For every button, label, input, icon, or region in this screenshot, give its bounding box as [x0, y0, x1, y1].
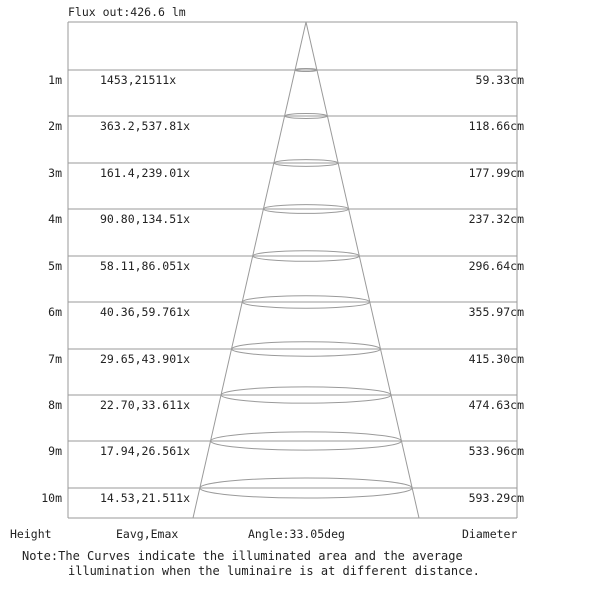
row-diameter-label: 59.33cm: [475, 73, 524, 87]
row-height-label: 9m: [48, 444, 62, 458]
cone-left-edge: [193, 22, 306, 518]
row-illuminance-label: 1453,21511x: [100, 73, 177, 87]
row-illuminance-label: 161.4,239.01x: [100, 166, 191, 180]
row-illuminance-label: 90.80,134.51x: [100, 212, 191, 226]
row-illuminance-label: 17.94,26.561x: [100, 444, 191, 458]
row-height-label: 8m: [48, 398, 62, 412]
row-illuminance-label: 29.65,43.901x: [100, 352, 191, 366]
column-label-eavg-emax: Eavg,Emax: [116, 527, 179, 541]
column-label-diameter: Diameter: [462, 527, 518, 541]
row-height-label: 2m: [48, 119, 62, 133]
row-diameter-label: 237.32cm: [468, 212, 524, 226]
row-height-label: 4m: [48, 212, 62, 226]
row-height-label: 7m: [48, 352, 62, 366]
row-illuminance-label: 363.2,537.81x: [100, 119, 191, 133]
row-height-label: 10m: [41, 491, 62, 505]
row-height-label: 3m: [48, 166, 62, 180]
row-diameter-label: 355.97cm: [468, 305, 524, 319]
row-illuminance-label: 40.36,59.761x: [100, 305, 191, 319]
row-diameter-label: 533.96cm: [468, 444, 524, 458]
flux-output-label: Flux out:426.6 lm: [68, 5, 186, 19]
row-illuminance-label: 22.70,33.611x: [100, 398, 191, 412]
row-height-label: 1m: [48, 73, 62, 87]
row-illuminance-label: 58.11,86.051x: [100, 259, 191, 273]
column-label-beam-angle: Angle:33.05deg: [248, 527, 345, 541]
row-illuminance-label: 14.53,21.511x: [100, 491, 191, 505]
row-height-label: 5m: [48, 259, 62, 273]
note-line-1: Note:The Curves indicate the illuminated area and the average: [22, 549, 463, 563]
row-diameter-label: 593.29cm: [468, 491, 524, 505]
row-height-label: 6m: [48, 305, 62, 319]
row-diameter-label: 118.66cm: [468, 119, 524, 133]
note-line-2: illumination when the luminaire is at different distance.: [68, 564, 480, 578]
column-label-height: Height: [10, 527, 52, 541]
row-diameter-label: 415.30cm: [468, 352, 524, 366]
cone-right-edge: [306, 22, 419, 518]
row-diameter-label: 474.63cm: [468, 398, 524, 412]
row-diameter-label: 296.64cm: [468, 259, 524, 273]
row-diameter-label: 177.99cm: [468, 166, 524, 180]
